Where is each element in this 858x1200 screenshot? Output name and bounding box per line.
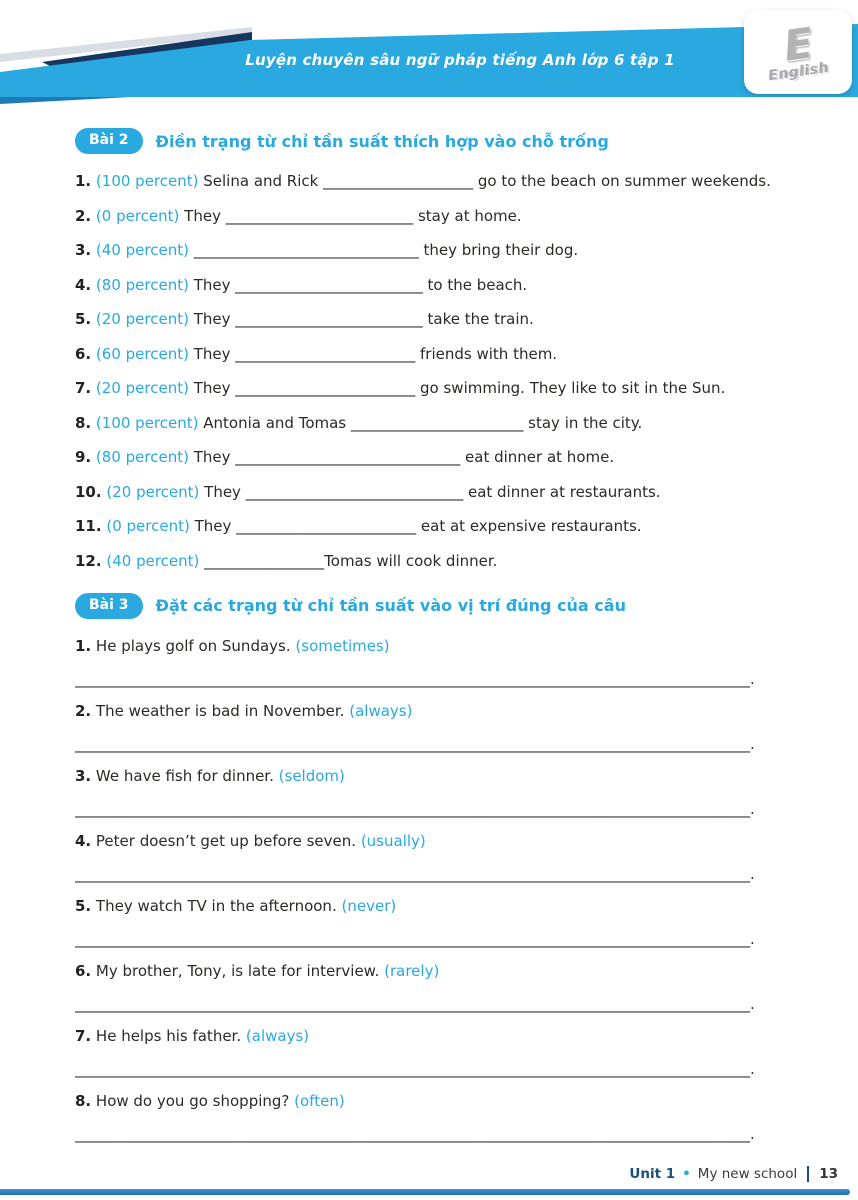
- exercise2-item: [75, 344, 788, 364]
- item-number: 4.: [75, 831, 92, 850]
- item-number: 9.: [75, 448, 92, 466]
- question-line: [75, 831, 788, 851]
- item-number: 5.: [75, 896, 92, 915]
- exercise3-item: [75, 1091, 788, 1144]
- sentence-text: We have fish for dinner.: [95, 766, 274, 785]
- exercise3-item: [75, 766, 788, 819]
- item-number: 12.: [75, 551, 102, 570]
- sentence-text: He plays golf on Sundays.: [95, 636, 291, 655]
- exercise3-header: [75, 593, 788, 619]
- item-number: 10.: [75, 482, 102, 501]
- item-text: They _________________________ to the beach.: [193, 275, 528, 294]
- item-text: ______________________________ they bring their dog.: [193, 241, 579, 259]
- adverb-hint: (seldom): [278, 766, 345, 785]
- item-text: ________________Tomas will cook dinner.: [204, 551, 498, 570]
- item-text: They _____________________________ eat dinner at restaurants.: [204, 482, 661, 501]
- exercise3-item: [75, 961, 788, 1014]
- exercise2-item: [75, 171, 788, 191]
- exercise2-item: [75, 447, 788, 467]
- answer-blank-line: __________________________________________________________________________________________.: [75, 799, 755, 818]
- adverb-hint: (always): [245, 1026, 310, 1045]
- exercise3-item: [75, 1026, 788, 1079]
- answer-blank-line: __________________________________________________________________________________________.: [75, 994, 755, 1013]
- page-number: 13: [819, 1166, 838, 1182]
- footer-bullet: •: [682, 1166, 691, 1182]
- item-text: Selina and Rick ____________________ go to the beach on summer weekends.: [203, 172, 771, 190]
- question-line: [75, 961, 788, 981]
- answer-blank-line: __________________________________________________________________________________________.: [75, 864, 755, 883]
- page-content: [0, 108, 858, 1144]
- exercise2-item: [75, 378, 788, 398]
- exercise2-item: [75, 206, 788, 226]
- item-number: 7.: [75, 1026, 92, 1045]
- adverb-hint: (never): [341, 896, 397, 915]
- exercise2-badge: Bài 2: [75, 128, 143, 154]
- question-line: [75, 766, 788, 786]
- adverb-hint: (always): [349, 701, 413, 720]
- exercise2-item: [75, 309, 788, 329]
- percent-hint: (100 percent): [95, 172, 199, 190]
- exercise2-item: [75, 240, 788, 260]
- footer-unit-label: Unit 1: [629, 1166, 676, 1182]
- item-text: Antonia and Tomas _______________________ stay in the city.: [203, 413, 643, 432]
- percent-hint: (60 percent): [95, 344, 189, 363]
- page-header: [0, 0, 858, 108]
- exercise3-item: [75, 636, 788, 689]
- exercise2-item: [75, 482, 788, 502]
- adverb-hint: (usually): [360, 831, 426, 850]
- item-text: They _________________________ take the train.: [193, 310, 534, 328]
- adverb-hint: (sometimes): [295, 636, 390, 655]
- exercise3-item: [75, 701, 788, 754]
- percent-hint: (0 percent): [95, 206, 180, 225]
- exercise2-item: [75, 275, 788, 295]
- question-line: [75, 1091, 788, 1111]
- item-number: 1.: [75, 172, 92, 190]
- bottom-accent-bar: [0, 1189, 850, 1195]
- page-footer: [629, 1166, 838, 1182]
- answer-blank-line: __________________________________________________________________________________________.: [75, 669, 755, 688]
- percent-hint: (80 percent): [95, 275, 189, 294]
- logo-letter-e: E: [780, 18, 816, 71]
- sentence-text: The weather is bad in November.: [95, 701, 345, 720]
- answer-blank-line: __________________________________________________________________________________________.: [75, 1059, 755, 1078]
- percent-hint: (20 percent): [95, 310, 189, 328]
- question-line: [75, 1026, 788, 1046]
- adverb-hint: (often): [294, 1091, 345, 1110]
- footer-section-title: My new school: [697, 1166, 798, 1182]
- sentence-text: My brother, Tony, is late for interview.: [95, 961, 380, 980]
- question-line: [75, 896, 788, 916]
- item-number: 8.: [75, 413, 92, 432]
- percent-hint: (20 percent): [106, 482, 200, 501]
- percent-hint: (100 percent): [95, 413, 199, 432]
- item-number: 3.: [75, 766, 92, 785]
- item-number: 1.: [75, 636, 92, 655]
- item-number: 3.: [75, 241, 92, 259]
- item-number: 6.: [75, 344, 92, 363]
- item-number: 8.: [75, 1091, 92, 1110]
- percent-hint: (0 percent): [106, 517, 190, 535]
- item-number: 5.: [75, 310, 92, 328]
- exercise3-item: [75, 831, 788, 884]
- percent-hint: (80 percent): [95, 448, 189, 466]
- question-line: [75, 636, 788, 656]
- exercise2-header: [75, 128, 788, 154]
- exercise2-item: [75, 516, 788, 536]
- exercise3-item: [75, 896, 788, 949]
- item-text: They ________________________ friends with them.: [193, 344, 558, 363]
- sentence-text: How do you go shopping?: [95, 1091, 290, 1110]
- sentence-text: He helps his father.: [95, 1026, 242, 1045]
- item-text: They ________________________ eat at expensive restaurants.: [194, 517, 642, 535]
- answer-blank-line: __________________________________________________________________________________________.: [75, 929, 755, 948]
- percent-hint: (40 percent): [106, 551, 200, 570]
- percent-hint: (40 percent): [95, 241, 189, 259]
- percent-hint: (20 percent): [95, 379, 189, 397]
- adverb-hint: (rarely): [384, 961, 440, 980]
- english-logo: [744, 10, 852, 94]
- item-number: 2.: [75, 206, 92, 225]
- item-text: They ________________________ go swimming. They like to sit in the Sun.: [193, 379, 726, 397]
- book-title: Luyện chuyên sâu ngữ pháp tiếng Anh lớp 6 tập 1: [245, 51, 675, 69]
- item-number: 7.: [75, 379, 92, 397]
- item-number: 11.: [75, 517, 102, 535]
- question-line: [75, 701, 788, 721]
- footer-divider: [807, 1166, 809, 1182]
- item-text: They ______________________________ eat dinner at home.: [193, 448, 615, 466]
- exercise3-badge: Bài 3: [75, 593, 143, 619]
- exercise2-heading: Điền trạng từ chỉ tần suất thích hợp vào chỗ trống: [155, 131, 609, 151]
- answer-blank-line: __________________________________________________________________________________________.: [75, 1124, 755, 1143]
- sentence-text: Peter doesn’t get up before seven.: [95, 831, 357, 850]
- exercise2-item: [75, 413, 788, 433]
- item-number: 4.: [75, 275, 92, 294]
- item-text: They _________________________ stay at home.: [184, 206, 522, 225]
- item-number: 2.: [75, 701, 92, 720]
- answer-blank-line: __________________________________________________________________________________________.: [75, 734, 755, 753]
- item-number: 6.: [75, 961, 92, 980]
- sentence-text: They watch TV in the afternoon.: [95, 896, 337, 915]
- exercise3-heading: Đặt các trạng từ chỉ tần suất vào vị trí đúng của câu: [155, 596, 626, 615]
- exercise2-item: [75, 551, 788, 571]
- logo-wordmark: English: [766, 59, 830, 85]
